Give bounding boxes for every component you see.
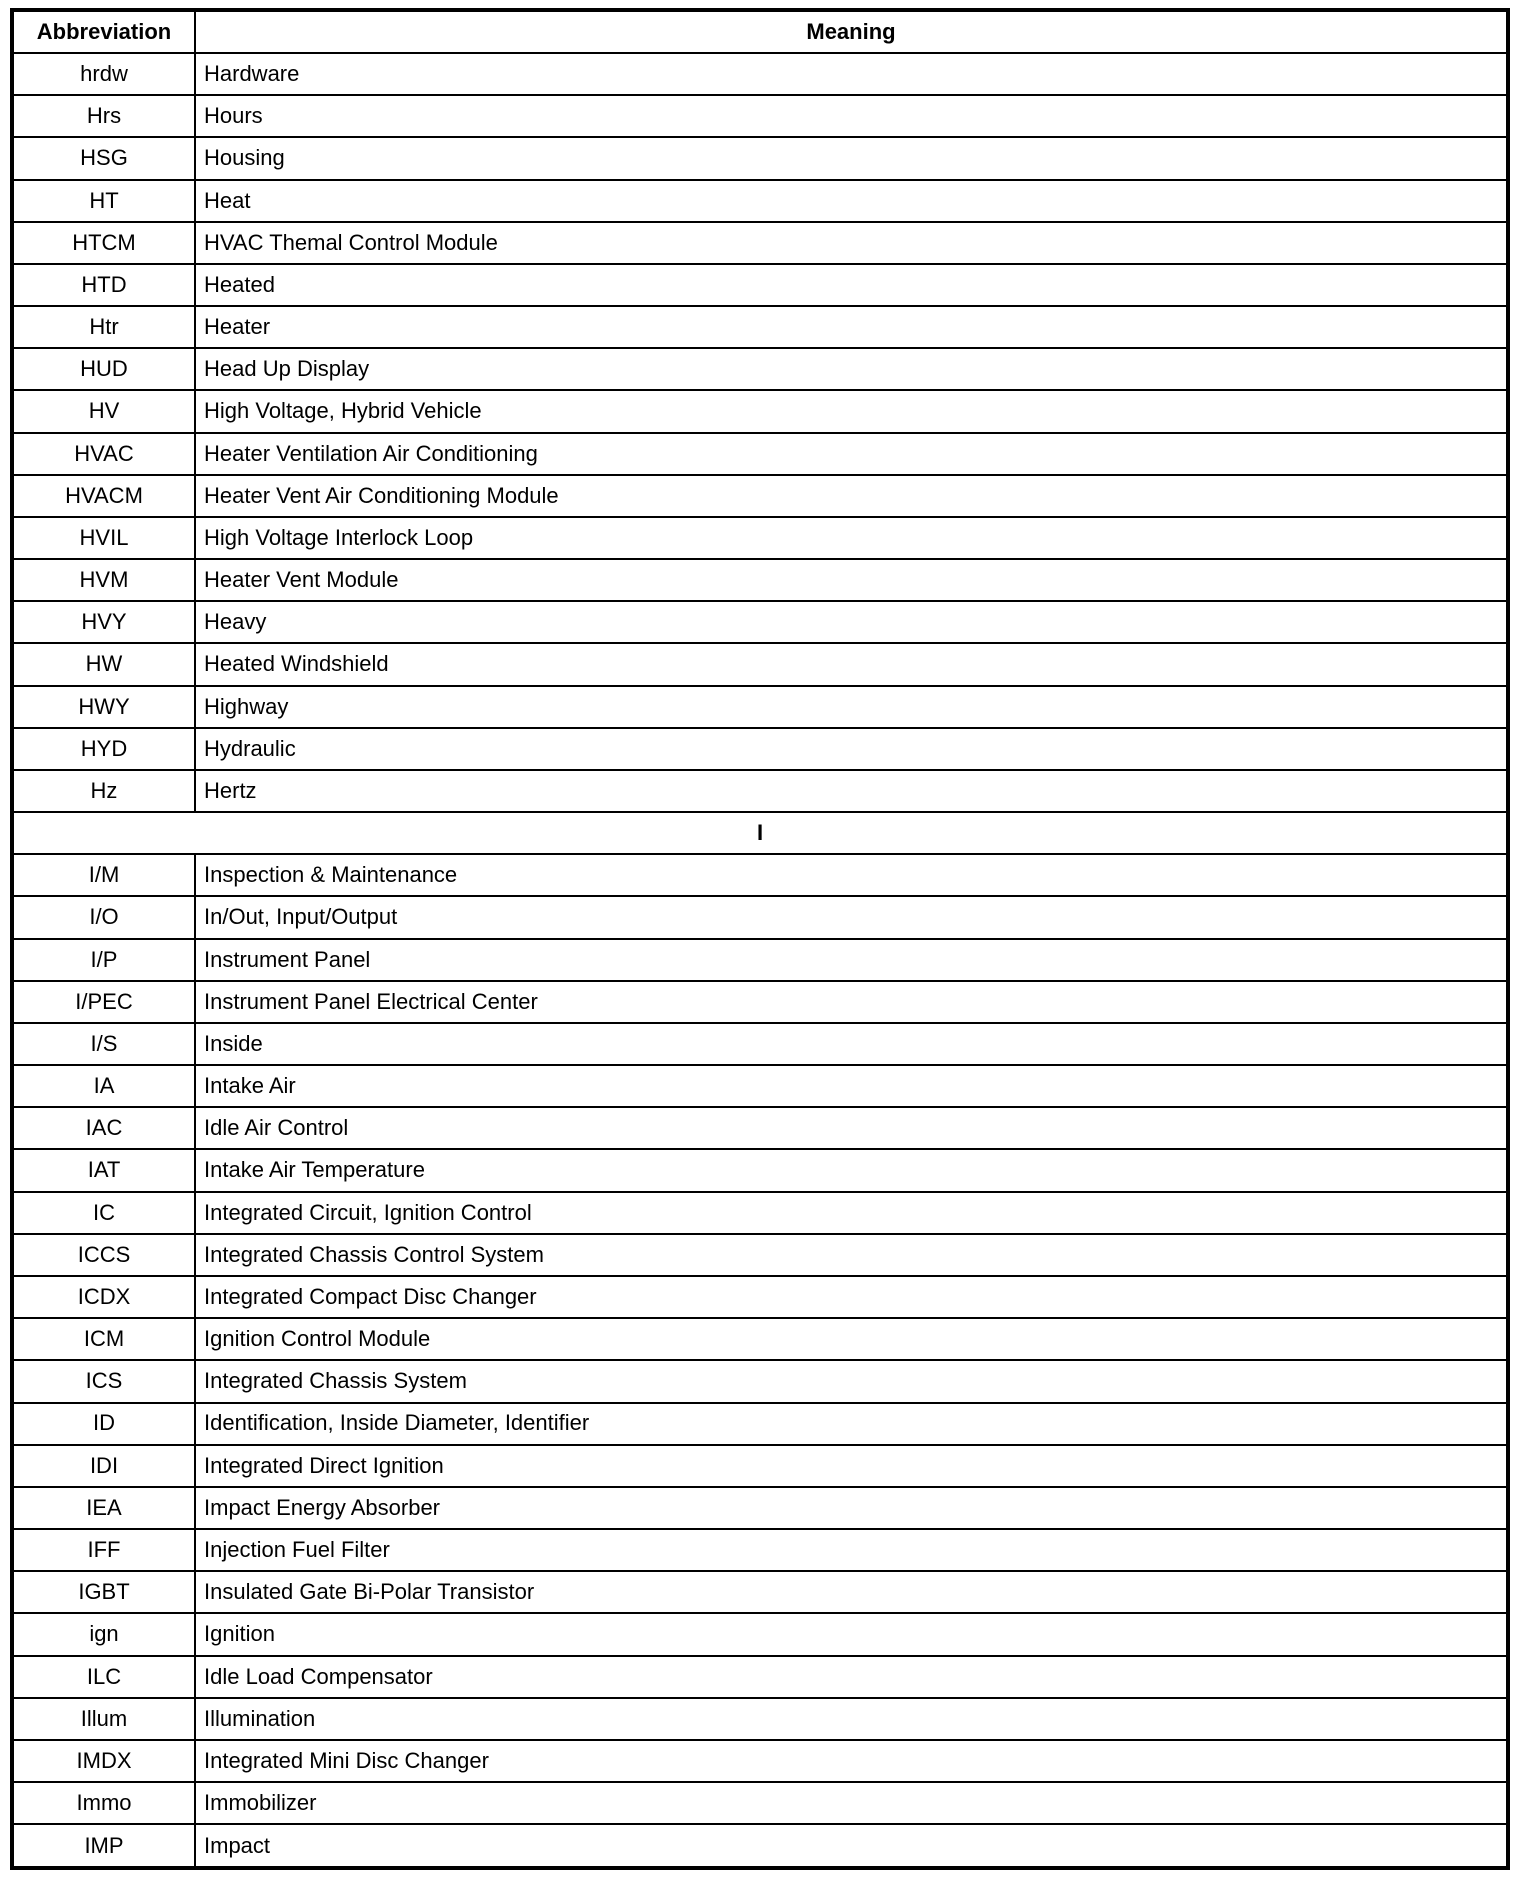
table-row xyxy=(12,896,1508,938)
meaning-cell: Highway xyxy=(195,686,1508,728)
abbreviation-cell: IA xyxy=(12,1065,195,1107)
table-row xyxy=(12,1107,1508,1149)
abbreviation-cell: IGBT xyxy=(12,1571,195,1613)
table-row xyxy=(12,1403,1508,1445)
table-row xyxy=(12,939,1508,981)
table-row xyxy=(12,1318,1508,1360)
table-row xyxy=(12,1824,1508,1868)
table-row xyxy=(12,1487,1508,1529)
abbreviation-cell: ICS xyxy=(12,1360,195,1402)
table-row xyxy=(12,348,1508,390)
abbreviation-cell: Hrs xyxy=(12,95,195,137)
table-row xyxy=(12,1529,1508,1571)
abbreviation-cell: HUD xyxy=(12,348,195,390)
table-row xyxy=(12,180,1508,222)
meaning-cell: Integrated Chassis Control System xyxy=(195,1234,1508,1276)
table-row xyxy=(12,1782,1508,1824)
table-row xyxy=(12,1065,1508,1107)
table-row xyxy=(12,601,1508,643)
abbreviation-cell: IMP xyxy=(12,1824,195,1868)
meaning-cell: HVAC Themal Control Module xyxy=(195,222,1508,264)
table-row xyxy=(12,728,1508,770)
abbreviation-cell: IDI xyxy=(12,1445,195,1487)
meaning-cell: Immobilizer xyxy=(195,1782,1508,1824)
table-row xyxy=(12,264,1508,306)
table-row xyxy=(12,559,1508,601)
abbreviation-cell: ign xyxy=(12,1613,195,1655)
header-abbreviation: Abbreviation xyxy=(12,10,195,53)
section-row xyxy=(12,812,1508,854)
table-row xyxy=(12,1360,1508,1402)
abbreviation-cell: Illum xyxy=(12,1698,195,1740)
abbreviation-cell: HVY xyxy=(12,601,195,643)
abbreviation-cell: Htr xyxy=(12,306,195,348)
header-meaning: Meaning xyxy=(195,10,1508,53)
abbreviation-cell: IEA xyxy=(12,1487,195,1529)
meaning-cell: Idle Air Control xyxy=(195,1107,1508,1149)
meaning-cell: Illumination xyxy=(195,1698,1508,1740)
meaning-cell: Housing xyxy=(195,137,1508,179)
abbreviation-cell: HWY xyxy=(12,686,195,728)
abbreviation-cell: HYD xyxy=(12,728,195,770)
table-row xyxy=(12,643,1508,685)
table-header-row xyxy=(12,10,1508,53)
table-row xyxy=(12,137,1508,179)
table-row xyxy=(12,306,1508,348)
abbreviation-cell: HTD xyxy=(12,264,195,306)
meaning-cell: Injection Fuel Filter xyxy=(195,1529,1508,1571)
meaning-cell: Ignition xyxy=(195,1613,1508,1655)
meaning-cell: Hydraulic xyxy=(195,728,1508,770)
meaning-cell: Head Up Display xyxy=(195,348,1508,390)
abbreviation-cell: I/O xyxy=(12,896,195,938)
abbreviation-cell: HSG xyxy=(12,137,195,179)
abbreviation-cell: HVAC xyxy=(12,433,195,475)
abbreviation-cell: IAC xyxy=(12,1107,195,1149)
abbreviation-cell: IMDX xyxy=(12,1740,195,1782)
abbreviation-cell: ICM xyxy=(12,1318,195,1360)
abbreviation-cell: ICCS xyxy=(12,1234,195,1276)
meaning-cell: Instrument Panel Electrical Center xyxy=(195,981,1508,1023)
table-row xyxy=(12,1613,1508,1655)
table-row xyxy=(12,53,1508,95)
abbreviation-cell: I/P xyxy=(12,939,195,981)
abbreviation-cell: I/M xyxy=(12,854,195,896)
meaning-cell: High Voltage Interlock Loop xyxy=(195,517,1508,559)
table-row xyxy=(12,1276,1508,1318)
abbreviation-cell: HT xyxy=(12,180,195,222)
meaning-cell: Heater xyxy=(195,306,1508,348)
abbreviation-cell: HVACM xyxy=(12,475,195,517)
meaning-cell: Hertz xyxy=(195,770,1508,812)
abbreviation-cell: hrdw xyxy=(12,53,195,95)
meaning-cell: Integrated Direct Ignition xyxy=(195,1445,1508,1487)
abbreviation-cell: HTCM xyxy=(12,222,195,264)
table-row xyxy=(12,1445,1508,1487)
table-row xyxy=(12,95,1508,137)
meaning-cell: Heater Ventilation Air Conditioning xyxy=(195,433,1508,475)
meaning-cell: Heat xyxy=(195,180,1508,222)
table-row xyxy=(12,390,1508,432)
abbreviation-cell: HVIL xyxy=(12,517,195,559)
abbreviation-cell: ICDX xyxy=(12,1276,195,1318)
abbreviation-cell: ILC xyxy=(12,1656,195,1698)
abbreviation-cell: I/PEC xyxy=(12,981,195,1023)
table-row xyxy=(12,770,1508,812)
abbreviation-cell: IC xyxy=(12,1192,195,1234)
meaning-cell: Integrated Compact Disc Changer xyxy=(195,1276,1508,1318)
table-row xyxy=(12,222,1508,264)
meaning-cell: Inspection & Maintenance xyxy=(195,854,1508,896)
table-row xyxy=(12,1149,1508,1191)
abbreviation-cell: I/S xyxy=(12,1023,195,1065)
section-label: I xyxy=(12,812,1508,854)
table-row xyxy=(12,1698,1508,1740)
meaning-cell: Ignition Control Module xyxy=(195,1318,1508,1360)
meaning-cell: Hours xyxy=(195,95,1508,137)
meaning-cell: Idle Load Compensator xyxy=(195,1656,1508,1698)
abbreviation-cell: ID xyxy=(12,1403,195,1445)
table-row xyxy=(12,1740,1508,1782)
meaning-cell: Identification, Inside Diameter, Identifier xyxy=(195,1403,1508,1445)
meaning-cell: Integrated Chassis System xyxy=(195,1360,1508,1402)
abbreviation-cell: HV xyxy=(12,390,195,432)
table-row xyxy=(12,686,1508,728)
abbreviation-cell: IFF xyxy=(12,1529,195,1571)
abbreviation-cell: HVM xyxy=(12,559,195,601)
meaning-cell: Hardware xyxy=(195,53,1508,95)
meaning-cell: Integrated Mini Disc Changer xyxy=(195,1740,1508,1782)
table-body xyxy=(12,53,1508,1868)
table-row xyxy=(12,854,1508,896)
table-row xyxy=(12,1656,1508,1698)
table-row xyxy=(12,517,1508,559)
meaning-cell: Heater Vent Air Conditioning Module xyxy=(195,475,1508,517)
meaning-cell: Heater Vent Module xyxy=(195,559,1508,601)
meaning-cell: Insulated Gate Bi-Polar Transistor xyxy=(195,1571,1508,1613)
abbreviation-cell: IAT xyxy=(12,1149,195,1191)
table-row xyxy=(12,1192,1508,1234)
abbreviation-cell: Immo xyxy=(12,1782,195,1824)
table-row xyxy=(12,1023,1508,1065)
abbreviation-cell: HW xyxy=(12,643,195,685)
table-row xyxy=(12,1234,1508,1276)
meaning-cell: Heated Windshield xyxy=(195,643,1508,685)
meaning-cell: Intake Air Temperature xyxy=(195,1149,1508,1191)
meaning-cell: High Voltage, Hybrid Vehicle xyxy=(195,390,1508,432)
meaning-cell: Instrument Panel xyxy=(195,939,1508,981)
meaning-cell: Integrated Circuit, Ignition Control xyxy=(195,1192,1508,1234)
meaning-cell: Inside xyxy=(195,1023,1508,1065)
table-row xyxy=(12,433,1508,475)
meaning-cell: Impact Energy Absorber xyxy=(195,1487,1508,1529)
meaning-cell: Intake Air xyxy=(195,1065,1508,1107)
meaning-cell: Heavy xyxy=(195,601,1508,643)
abbreviation-cell: Hz xyxy=(12,770,195,812)
abbreviation-table xyxy=(10,8,1510,1870)
table-row xyxy=(12,981,1508,1023)
meaning-cell: Impact xyxy=(195,1824,1508,1868)
table-row xyxy=(12,475,1508,517)
meaning-cell: Heated xyxy=(195,264,1508,306)
meaning-cell: In/Out, Input/Output xyxy=(195,896,1508,938)
table-row xyxy=(12,1571,1508,1613)
